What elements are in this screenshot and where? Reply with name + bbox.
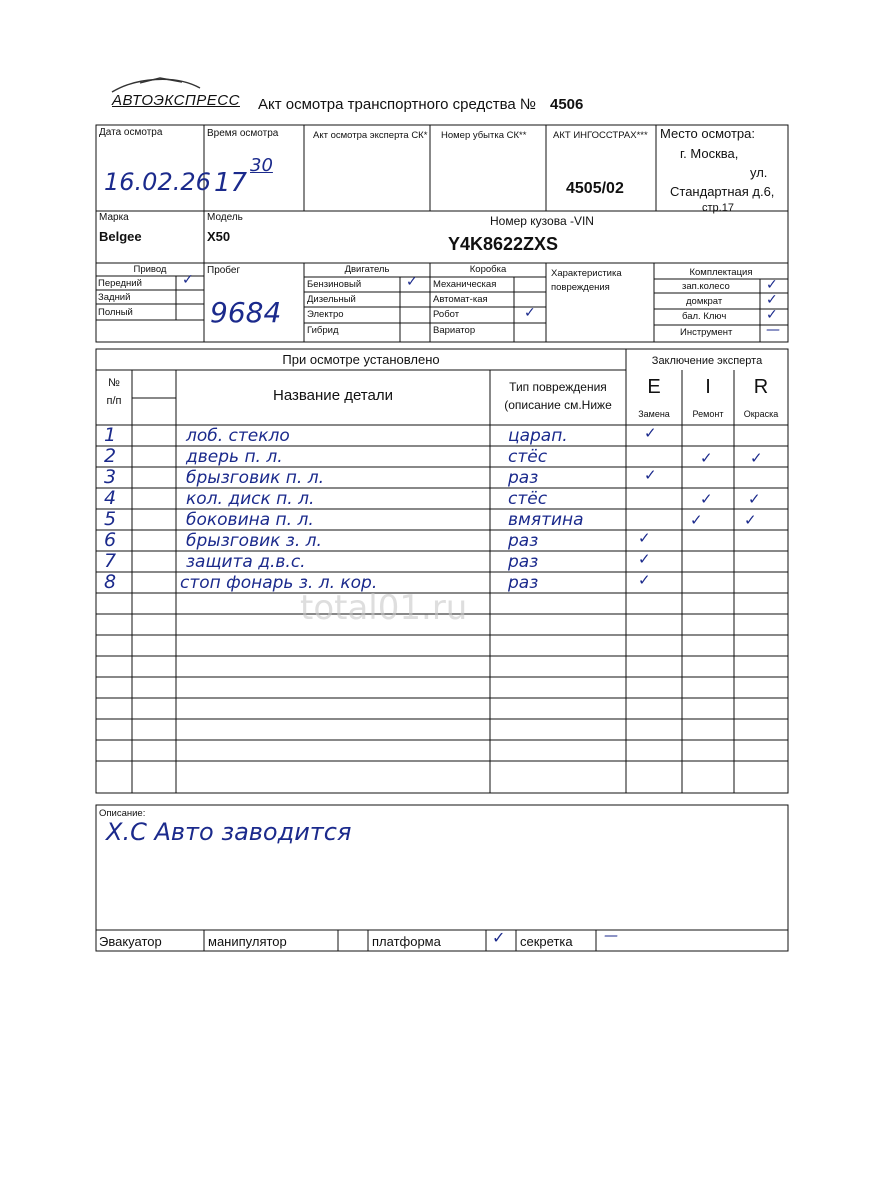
loss-number-label: Номер убытка СК** (441, 130, 527, 141)
row-part[interactable]: лоб. стекло (186, 426, 290, 446)
place-line2: ул. (750, 165, 768, 180)
inspection-title: При осмотре установлено (282, 352, 440, 367)
gearbox-manual: Механическая (433, 279, 497, 290)
col-num-2: п/п (106, 395, 122, 407)
row-number: 1 (104, 424, 117, 446)
mileage-value[interactable]: 9684 (210, 296, 282, 329)
row-paint-mark[interactable]: ✓ (750, 449, 763, 467)
row-damage[interactable]: стёс (508, 447, 548, 467)
row-repair-mark[interactable]: ✓ (690, 511, 703, 529)
equipment-title: Комплектация (689, 267, 753, 278)
equipment-jack-check[interactable]: ✓ (766, 292, 778, 308)
engine-hybrid: Гибрид (307, 325, 339, 336)
platform-check[interactable]: ✓ (492, 928, 506, 947)
model-label: Модель (207, 212, 243, 223)
drive-front: Передний (98, 278, 142, 289)
row-number: 4 (104, 487, 117, 509)
evacuator-label: Эвакуатор (99, 934, 162, 949)
drive-full: Полный (98, 307, 133, 318)
page-title: Акт осмотра транспортного средства № (258, 96, 537, 113)
equipment-wrench-check[interactable]: ✓ (766, 307, 778, 323)
brand-label: Марка (99, 212, 129, 223)
row-number: 5 (104, 508, 117, 530)
vin-label: Номер кузова -VIN (490, 214, 594, 228)
gearbox-title: Коробка (469, 264, 507, 275)
engine-title: Двигатель (344, 264, 390, 275)
drive-front-check[interactable]: ✓ (182, 272, 194, 288)
gearbox-robot-check[interactable]: ✓ (524, 305, 536, 321)
manipulator-label: манипулятор (208, 934, 287, 949)
equipment-tools-dash[interactable]: — (766, 322, 780, 338)
equipment-tools: Инструмент (680, 327, 733, 338)
row-repair-mark[interactable]: ✓ (700, 490, 713, 508)
row-replace-mark[interactable]: ✓ (644, 466, 657, 484)
time-minutes[interactable]: 30 (250, 155, 273, 176)
row-part[interactable]: стоп фонарь з. л. кор. (180, 573, 378, 593)
row-part[interactable]: дверь п. л. (186, 447, 283, 467)
row-number: 3 (104, 466, 117, 488)
equipment-wrench: бал. Ключ (682, 311, 727, 322)
logo-car-outline (112, 78, 200, 92)
col-replace: Замена (638, 409, 670, 419)
damage-char-label-2: повреждения (551, 282, 610, 293)
row-part[interactable]: кол. диск п. л. (186, 489, 315, 509)
place-line4: стр.17 (702, 202, 734, 214)
row-number: 7 (104, 550, 117, 572)
row-damage[interactable]: раз (508, 468, 539, 488)
model-value[interactable]: X50 (207, 229, 231, 244)
row-damage[interactable]: стёс (508, 489, 548, 509)
company-logo: АВТОЭКСПРЕСС (112, 92, 240, 109)
expert-act-label: Акт осмотра эксперта СК* (313, 130, 428, 141)
drive-rear: Задний (98, 292, 131, 303)
brand-value[interactable]: Belgee (99, 229, 142, 244)
ingos-value[interactable]: 4505/02 (566, 180, 624, 197)
place-label: Место осмотра: (660, 126, 755, 141)
col-paint: Окраска (743, 409, 779, 419)
equipment-spare-check[interactable]: ✓ (766, 277, 778, 293)
description-label: Описание: (99, 808, 146, 819)
engine-diesel: Дизельный (307, 294, 356, 305)
gearbox-auto: Автомат-кая (433, 294, 488, 305)
secret-dash[interactable]: — (604, 928, 618, 944)
row-part[interactable]: защита д.в.с. (186, 552, 306, 572)
platform-label: платформа (372, 934, 441, 949)
ingos-label: АКТ ИНГОССТРАХ*** (553, 130, 648, 141)
place-line1: г. Москва, (680, 146, 739, 161)
row-replace-mark[interactable]: ✓ (644, 424, 657, 442)
equipment-spare-wheel: зап.колесо (682, 281, 730, 292)
place-line3: Стандартная д.6, (670, 184, 775, 199)
act-number: 4506 (550, 96, 584, 113)
vin-value[interactable]: Y4K8622ZXS (448, 234, 559, 254)
gearbox-cvt: Вариатор (433, 325, 476, 336)
drive-title: Привод (133, 264, 167, 275)
time-hour[interactable]: 17 (214, 168, 248, 198)
row-paint-mark[interactable]: ✓ (748, 490, 761, 508)
date-value[interactable]: 16.02.26 (104, 168, 211, 196)
col-part: Название детали (273, 387, 393, 404)
row-part[interactable]: боковина п. л. (186, 510, 314, 530)
secret-label: секретка (520, 934, 573, 949)
engine-petrol-check[interactable]: ✓ (406, 274, 418, 290)
row-number: 2 (104, 445, 117, 467)
row-repair-mark[interactable]: ✓ (700, 449, 713, 467)
row-replace-mark[interactable]: ✓ (638, 550, 651, 568)
watermark: total01.ru (300, 588, 468, 628)
row-part[interactable]: брызговик п. л. (186, 468, 325, 488)
gearbox-robot: Робот (433, 309, 460, 320)
date-label: Дата осмотра (99, 127, 163, 138)
col-num-1: № (108, 377, 120, 389)
row-paint-mark[interactable]: ✓ (744, 511, 757, 529)
damage-char-label-1: Характеристика (551, 268, 622, 279)
col-e: E (647, 376, 661, 398)
engine-electric: Электро (307, 309, 344, 320)
col-type-2: (описание см.Ниже (504, 398, 612, 412)
row-replace-mark[interactable]: ✓ (638, 529, 651, 547)
engine-petrol: Бензиновый (307, 279, 362, 290)
row-number: 6 (104, 529, 117, 551)
row-damage[interactable]: царап. (508, 426, 568, 446)
col-r: R (753, 376, 769, 398)
time-label: Время осмотра (207, 128, 279, 139)
row-damage[interactable]: раз (508, 573, 539, 593)
row-damage[interactable]: раз (508, 531, 539, 551)
expert-conclusion-title: Заключение эксперта (651, 355, 763, 367)
mileage-label: Пробег (207, 265, 241, 276)
col-type-1: Тип повреждения (509, 380, 607, 394)
col-repair: Ремонт (692, 409, 724, 419)
row-replace-mark[interactable]: ✓ (638, 571, 651, 589)
row-damage[interactable]: раз (508, 552, 539, 572)
row-part[interactable]: брызговик з. л. (186, 531, 322, 551)
equipment-jack: домкрат (686, 296, 723, 307)
description-text[interactable]: Х.С Авто заводится (106, 818, 352, 846)
row-damage[interactable]: вмятина (508, 510, 584, 530)
row-number: 8 (104, 571, 117, 593)
col-i: I (705, 376, 711, 398)
